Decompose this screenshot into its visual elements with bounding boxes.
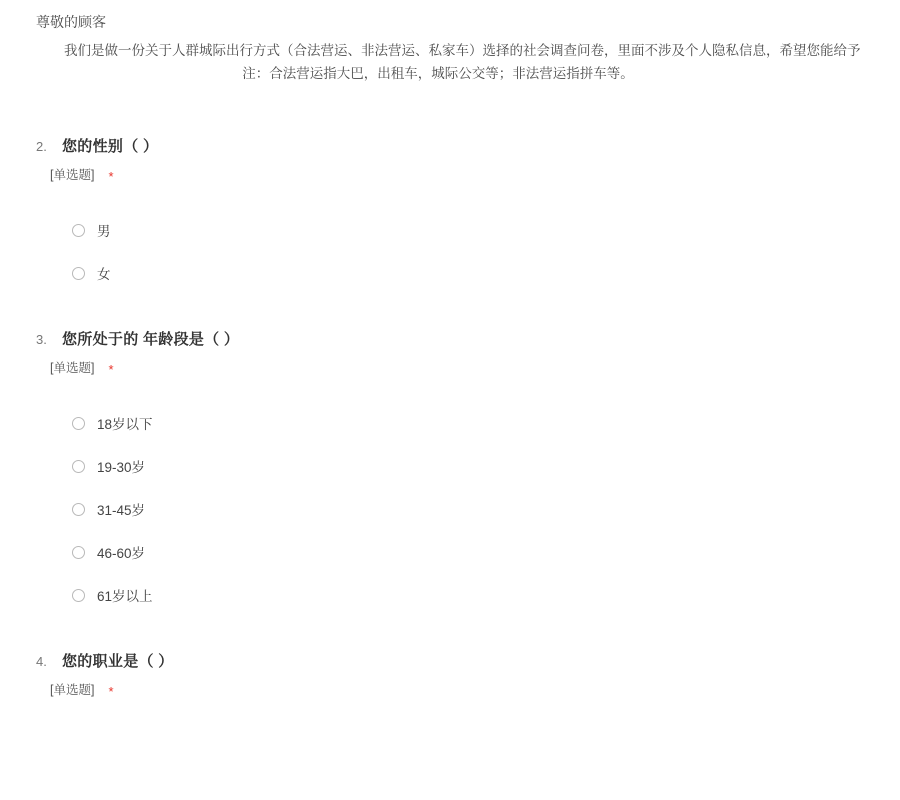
required-asterisk: * xyxy=(108,168,114,184)
intro-title: 尊敬的顾客 xyxy=(36,14,106,30)
question-title: 您所处于的 年龄段是（ ） xyxy=(62,331,240,348)
option-label: 18岁以下 xyxy=(97,417,153,432)
question-meta xyxy=(50,358,900,376)
intro-paragraph: 我们是做一份关于人群城际出行方式（合法营运、非法营运、私家车）选择的社会调查问卷，里面不涉及个人隐私信息，希望您能给予 xyxy=(64,43,861,58)
question-occupation xyxy=(0,650,900,698)
option-label: 19-30岁 xyxy=(97,460,146,475)
radio-icon[interactable] xyxy=(72,224,85,237)
option-list xyxy=(72,410,900,608)
question-number: 4. xyxy=(36,654,47,669)
question-number: 2. xyxy=(36,139,47,154)
question-header xyxy=(36,650,900,671)
intro-note: 注：合法营运指大巴，出租车，城际公交等；非法营运指拼车等。 xyxy=(242,66,634,81)
radio-icon[interactable] xyxy=(72,417,85,430)
intro-body xyxy=(36,40,900,85)
question-header xyxy=(36,328,900,349)
question-gender xyxy=(0,135,900,286)
question-meta xyxy=(50,680,900,698)
survey-intro xyxy=(0,0,900,85)
question-type-label: [单选题] xyxy=(50,168,95,182)
option-label: 31-45岁 xyxy=(97,503,146,518)
question-header xyxy=(36,135,900,156)
radio-icon[interactable] xyxy=(72,589,85,602)
radio-icon[interactable] xyxy=(72,460,85,473)
option-list xyxy=(72,217,900,286)
option-item[interactable] xyxy=(72,217,900,243)
option-item[interactable] xyxy=(72,453,900,479)
question-number: 3. xyxy=(36,332,47,347)
question-type-label: [单选题] xyxy=(50,361,95,375)
option-item[interactable] xyxy=(72,496,900,522)
option-item[interactable] xyxy=(72,582,900,608)
option-label: 女 xyxy=(97,267,111,282)
option-item[interactable] xyxy=(72,260,900,286)
question-age xyxy=(0,328,900,608)
radio-icon[interactable] xyxy=(72,546,85,559)
option-item[interactable] xyxy=(72,539,900,565)
question-title: 您的职业是（ ） xyxy=(62,653,174,670)
option-label: 61岁以上 xyxy=(97,589,153,604)
question-type-label: [单选题] xyxy=(50,683,95,697)
radio-icon[interactable] xyxy=(72,503,85,516)
radio-icon[interactable] xyxy=(72,267,85,280)
required-asterisk: * xyxy=(108,361,114,377)
required-asterisk: * xyxy=(108,683,114,699)
question-meta xyxy=(50,165,900,183)
question-title: 您的性别（ ） xyxy=(62,138,159,155)
option-label: 46-60岁 xyxy=(97,546,146,561)
option-label: 男 xyxy=(97,224,111,239)
option-item[interactable] xyxy=(72,410,900,436)
